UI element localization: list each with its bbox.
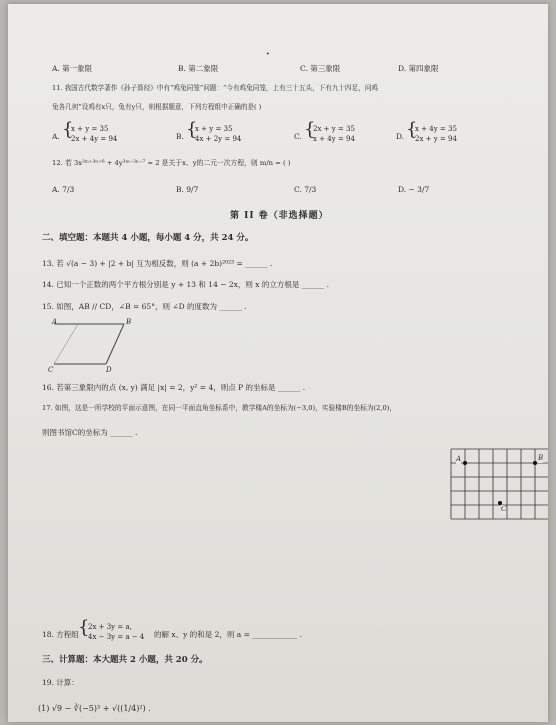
q12-option-d: D. − 3/7 xyxy=(398,185,430,194)
q11-option-a-line1: x + y = 35 xyxy=(71,125,109,133)
q18-suffix: 的解 x、y 的和是 2，则 a = ____________ . xyxy=(154,630,303,639)
section2-heading: 二、填空题：本题共 4 小题，每小题 4 分，共 24 分。 xyxy=(42,233,254,243)
q11-text-line1: 11. 我国古代数学著作《孙子算经》中有“鸡兔同笼”问题：“今有鸡兔同笼，上有三十五头，下有九十四足，问鸡 xyxy=(52,84,379,92)
q19-part1: (1) √9 − ∛(−5)³ + √((1/4)²) . xyxy=(38,704,151,713)
q17-grid xyxy=(450,448,548,520)
exam-paper xyxy=(8,4,548,722)
q18-line2: 4x − 3y = a − 4 xyxy=(88,633,145,641)
q11-option-a-line2: 2x + 4y = 94 xyxy=(71,135,118,143)
q11-option-a-label: A. xyxy=(52,132,60,141)
q11-option-c-label: C. xyxy=(294,132,302,141)
q15-label-c: C xyxy=(48,366,54,374)
q14-text: 14. 已知一个正数的两个平方根分别是 y + 13 和 14 − 2x，则 x 的立方根是 ______ . xyxy=(42,280,330,289)
q12-option-b: B. 9/7 xyxy=(176,185,199,194)
q11-option-d-line1: x + 4y = 35 xyxy=(415,125,457,133)
q18-prefix: 18. 方程组 xyxy=(42,630,79,639)
q15-label-b: B xyxy=(126,318,132,326)
q11-text-line2: 兔各几何”设鸡有x只，兔有y只，则根据题意，下列方程组中正确的是( ) xyxy=(52,103,262,111)
q11-option-b-line1: x + y = 35 xyxy=(195,125,233,133)
q10-option-c: C. 第三象限 xyxy=(300,64,341,73)
q15-text: 15. 如图，AB // CD，∠B = 65°，则 ∠D 的度数为 ______ . xyxy=(42,302,247,311)
q15-figure xyxy=(48,316,138,374)
q11-option-c-brace: { xyxy=(304,119,316,140)
page-mark: • xyxy=(266,51,270,58)
q10-option-b: B. 第二象限 xyxy=(178,64,219,73)
q12-text: 12. 若 3x²ᵐ⁺³ⁿ⁺⁶ + 4y³ᵐ⁻²ⁿ⁻⁷ = 2 是关于x、y的二元一次方程，则 m/n = ( ) xyxy=(52,159,291,167)
part2-title: 第 II 卷（非选择题） xyxy=(230,211,329,221)
q11-option-b-label: B. xyxy=(176,132,184,141)
q11-option-a-brace: { xyxy=(62,119,74,140)
q13-text: 13. 若 √(a − 3) + |2 + b| 互为相反数，则 (a + 2b)²⁰²³ = ______ . xyxy=(42,259,273,268)
q11-option-d-label: D. xyxy=(396,132,405,141)
q17-label-c: C xyxy=(501,505,507,513)
q11-option-b-brace: { xyxy=(186,119,198,140)
q15-label-d: D xyxy=(106,366,112,374)
q11-option-c-line1: 2x + y = 35 xyxy=(313,125,355,133)
q15-label-a: A xyxy=(52,318,58,326)
q12-option-c: C. 7/3 xyxy=(294,185,317,194)
q17-label-a: A xyxy=(456,455,462,463)
q19-text: 19. 计算： xyxy=(42,678,79,687)
section3-heading: 三、计算题：本大题共 2 小题，共 20 分。 xyxy=(42,655,208,665)
q17-label-b: B xyxy=(538,454,544,462)
q17-text-line2: 则图书馆C的坐标为 ______ . xyxy=(42,428,138,437)
q11-option-b-line2: 4x + 2y = 94 xyxy=(195,135,242,143)
q16-text: 16. 若第三象限内的点 (x, y) 满足 |x| = 2，y² = 4，则点 P 的坐标是 ______ . xyxy=(42,383,306,392)
q17-text-line1: 17. 如图，这是一所学校的平面示意图，在同一平面直角坐标系中，教学楼A的坐标为(−3,0)，实验楼B的坐标为(2,0)， xyxy=(42,404,397,412)
q12-option-a: A. 7/3 xyxy=(52,185,75,194)
q11-option-d-brace: { xyxy=(406,119,418,140)
q18-line1: 2x + 3y = a, xyxy=(88,623,132,631)
q18-brace: { xyxy=(78,617,90,638)
q10-option-a: A. 第一象限 xyxy=(52,64,93,73)
q10-option-d: D. 第四象限 xyxy=(398,64,439,73)
q11-option-d-line2: 2x + y = 94 xyxy=(415,135,457,143)
q11-option-c-line2: x + 4y = 94 xyxy=(313,135,355,143)
